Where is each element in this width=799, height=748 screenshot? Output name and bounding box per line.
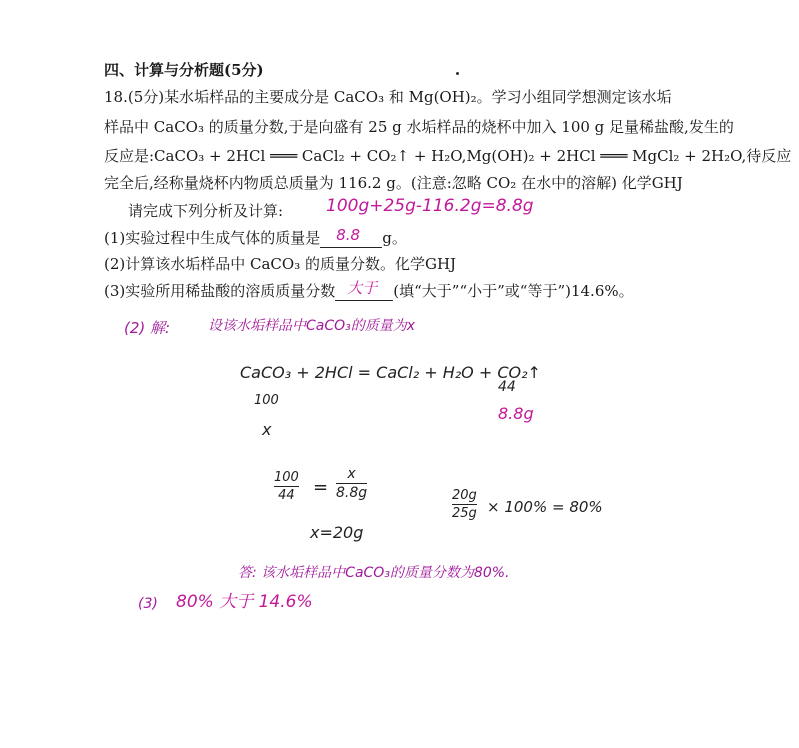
problem-line-1: 18.(5分)某水垢样品的主要成分是 CaCO₃ 和 Mg(OH)₂。学习小组同学想测定该水垢	[104, 88, 672, 106]
percent-fraction	[452, 488, 477, 521]
proportion-left	[274, 470, 299, 503]
solution-label: (2) 解:	[124, 319, 171, 337]
question-1-blank	[320, 226, 382, 248]
percent-numerator: 20g	[452, 488, 477, 503]
molar-mass-caco3: 100	[254, 393, 279, 408]
proportion-right-denominator: 8.8g	[336, 485, 368, 501]
question-3	[104, 281, 634, 301]
question-1-prefix: (1)实验过程中生成气体的质量是	[104, 229, 321, 247]
question-1	[104, 228, 407, 248]
proportion-equals: =	[313, 477, 329, 498]
fraction-bar	[336, 483, 367, 484]
question-3-handwritten-label: (3)	[138, 596, 158, 612]
problem-line-3: 反应是:CaCO₃ + 2HCl ═══ CaCl₂ + CO₂↑ + H₂O,Mg(OH)₂ + 2HCl ═══ MgCl₂ + 2H₂O,待反应	[104, 147, 792, 165]
stray-dot	[456, 72, 459, 75]
unknown-x: x	[262, 420, 272, 439]
fraction-bar	[274, 486, 299, 487]
proportion-left-numerator: 100	[274, 470, 299, 485]
question-1-answer: 8.8	[336, 226, 361, 244]
solution-setup: 设该水垢样品中CaCO₃的质量为x	[208, 318, 416, 334]
question-3-blank	[335, 279, 393, 301]
final-answer: 答: 该水垢样品中CaCO₃的质量分数为80%.	[238, 565, 510, 581]
x-result: x=20g	[310, 523, 364, 542]
proportion-right	[336, 466, 367, 501]
chemical-equation: CaCO₃ + 2HCl = CaCl₂ + H₂O + CO₂↑	[240, 363, 541, 382]
question-3-answer: 大于	[347, 279, 378, 297]
problem-line-5: 请完成下列分析及计算:	[128, 202, 284, 220]
proportion-right-numerator: x	[347, 466, 356, 482]
percent-tail: × 100% = 80%	[487, 498, 603, 516]
molar-mass-co2: 44	[498, 379, 516, 395]
problem-line-4: 完全后,经称量烧杯内物质总质量为 116.2 g。(注意:忽略 CO₂ 在水中的溶解) 化学GHJ	[104, 174, 683, 192]
question-3-suffix: (填“大于”“小于”或“等于”)14.6%。	[393, 282, 634, 300]
question-2: (2)计算该水垢样品中 CaCO₃ 的质量分数。化学GHJ	[104, 255, 457, 273]
percent-denominator: 25g	[452, 506, 477, 521]
question-3-prefix: (3)实验所用稀盐酸的溶质质量分数	[104, 282, 336, 300]
question-1-suffix: g。	[382, 229, 407, 247]
fraction-bar	[452, 504, 477, 505]
mass-calculation: 100g+25g-116.2g=8.8g	[326, 196, 534, 216]
proportion-left-denominator: 44	[278, 488, 295, 503]
section-title: 四、计算与分析题(5分)	[104, 61, 264, 79]
question-3-handwritten-answer: 80% 大于 14.6%	[176, 592, 313, 612]
problem-line-2: 样品中 CaCO₃ 的质量分数,于是向盛有 25 g 水垢样品的烧杯中加入 100 g 足量稀盐酸,发生的	[104, 118, 734, 136]
given-co2-mass: 8.8g	[498, 404, 534, 423]
